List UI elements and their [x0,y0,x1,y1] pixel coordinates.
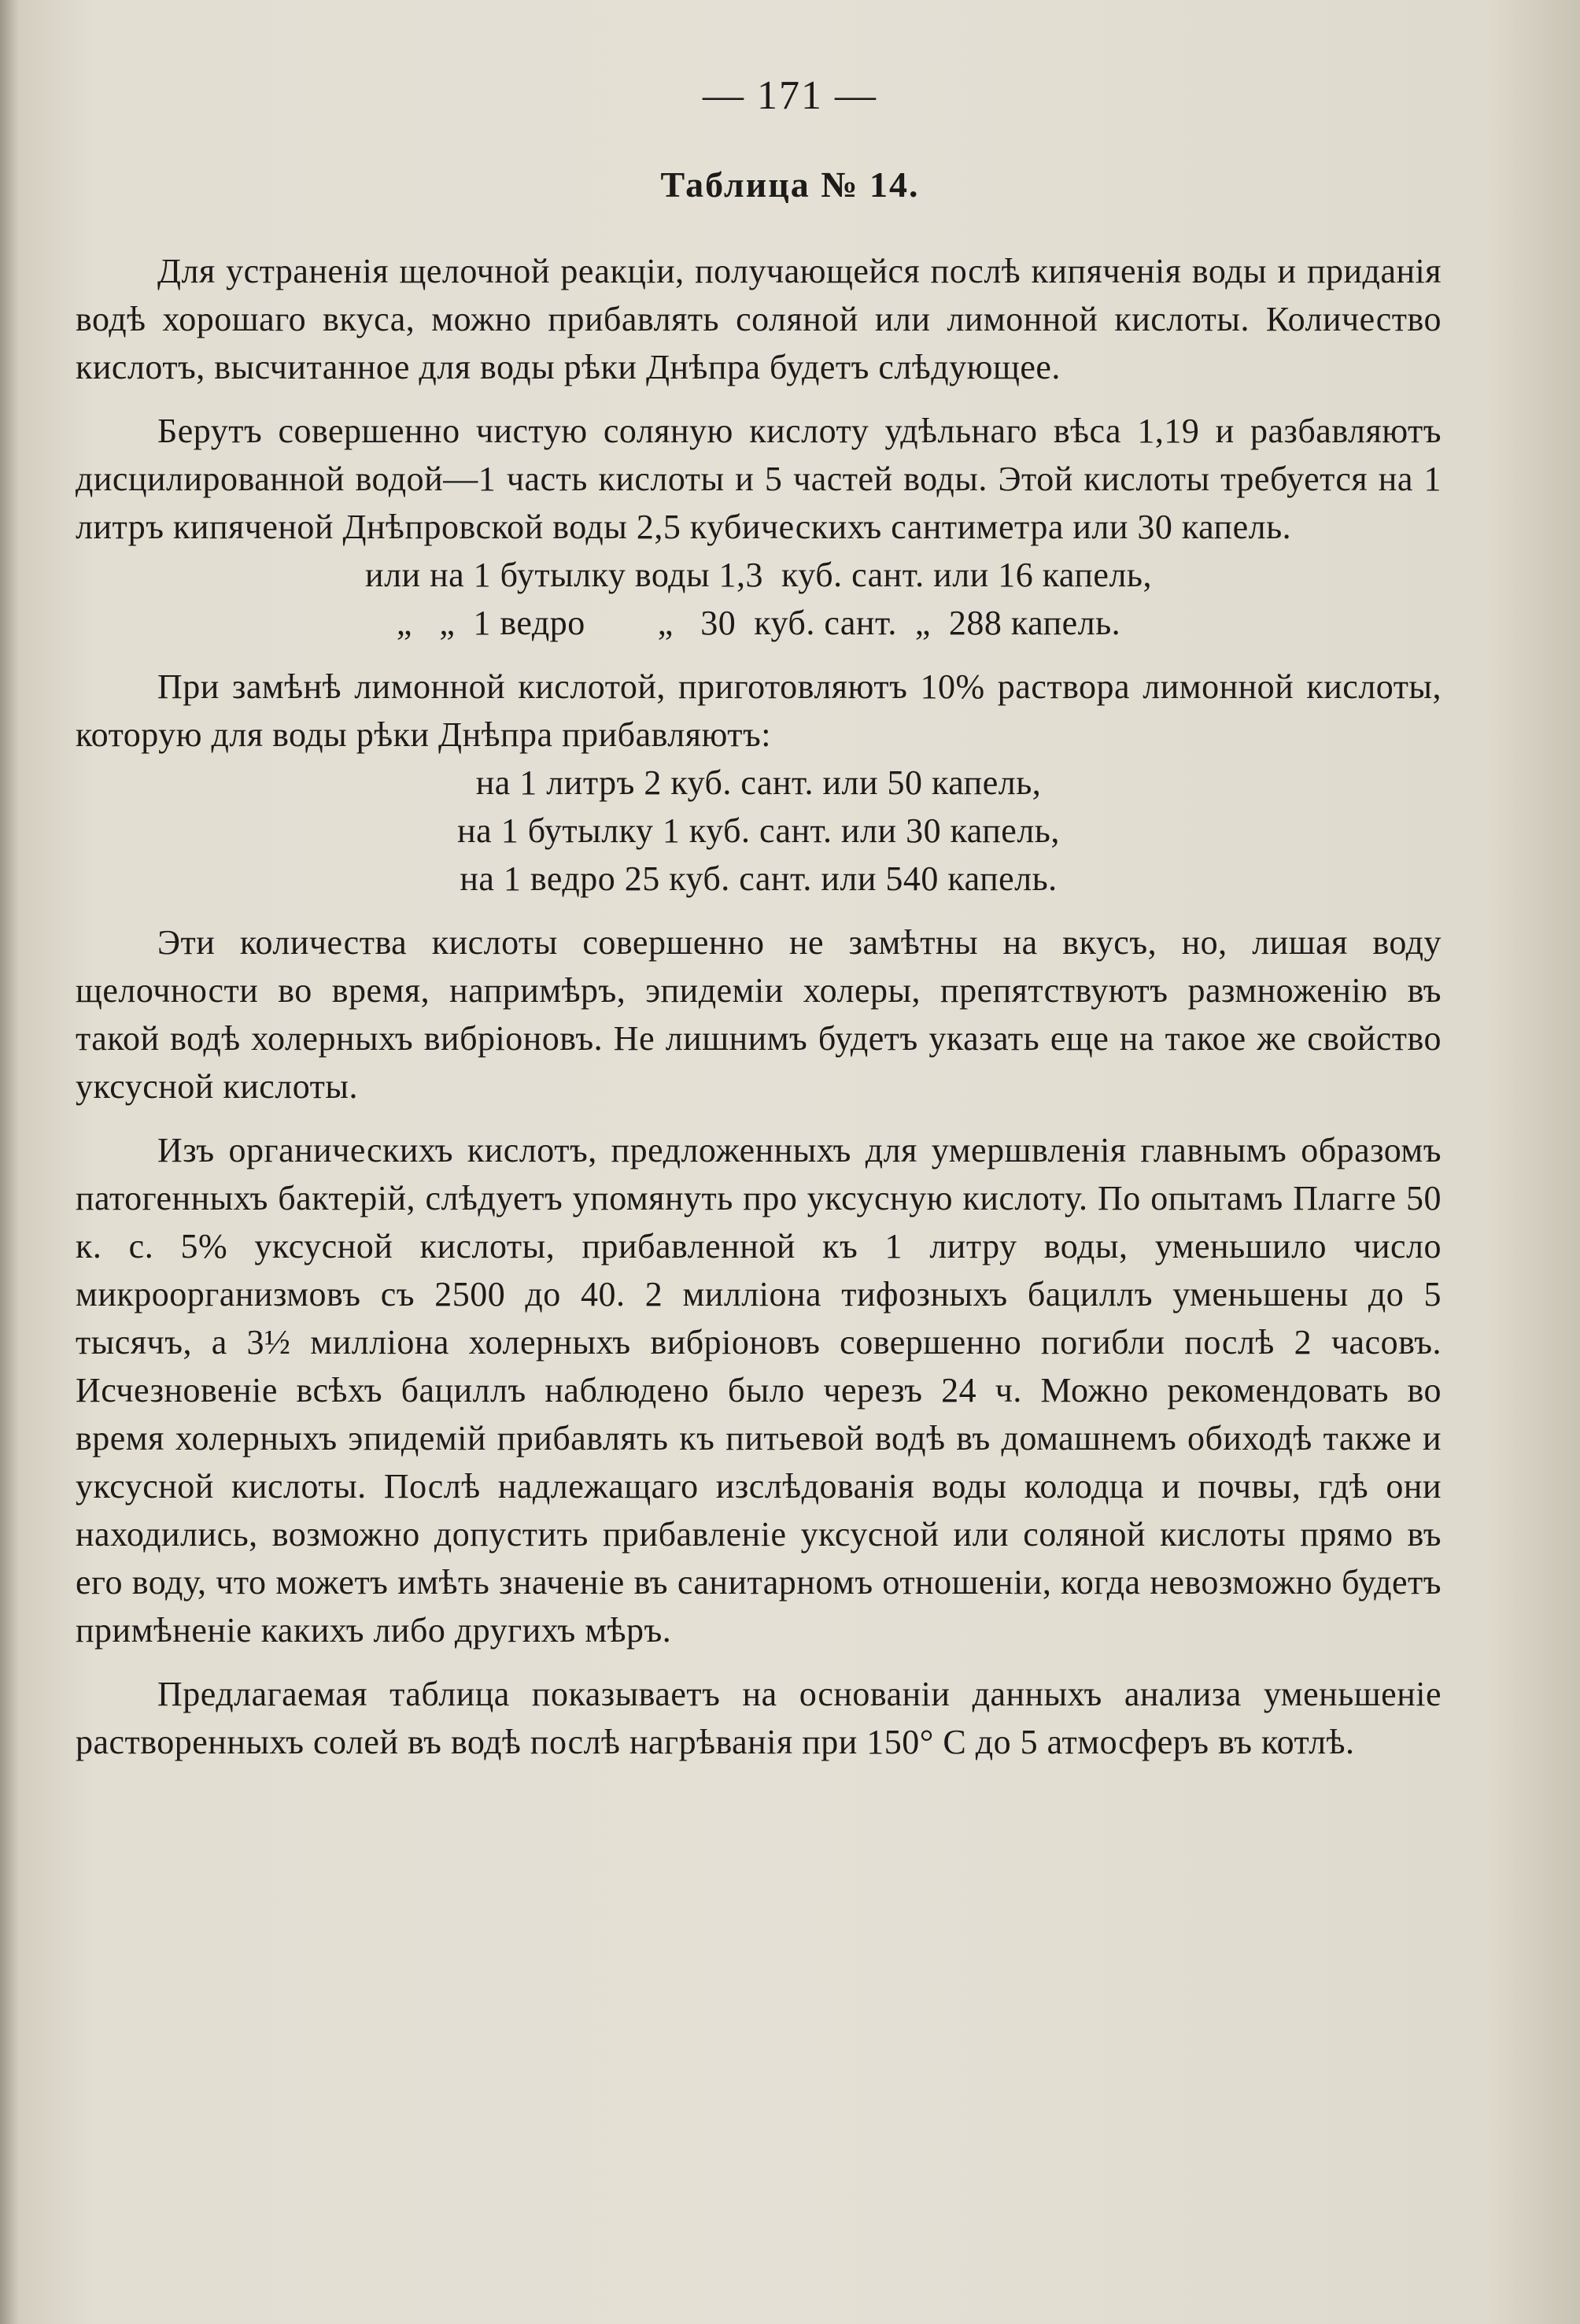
citric-dosage-block [76,759,1442,903]
table-title: Таблица № 14. [660,164,920,205]
body-text [76,247,1442,1782]
paragraph-alkaline-reaction: Для устраненія щелочной реакціи, получающейся послѣ кипяченія воды и приданія водѣ хорошаго вкуса, можно прибавлять соляной или лимонной кислоты. Количество кислотъ, высчитанное для воды рѣки Днѣпра будетъ слѣдующее. [76,252,1442,386]
page-edge-shadow [0,0,19,2324]
citric-dosage-line: на 1 ведро 25 куб. сант. или 540 капель. [460,859,1058,898]
page-number: — 171 — [703,73,877,118]
citric-dosage-line: на 1 литръ 2 куб. сант. или 50 капель, [475,763,1042,802]
hcl-dosage-line: „ „ 1 ведро „ 30 куб. сант. „ 288 капель. [396,604,1121,642]
hcl-dosage-line: или на 1 бутылку воды 1,3 куб. сант. или 16 капель, [365,556,1152,594]
paragraph-citric-acid: При замѣнѣ лимонной кислотой, приготовляютъ 10% раствора лимонной кислоты, которую для воды рѣки Днѣпра прибавляютъ: [76,667,1442,754]
paragraph-acetic-acid: Изъ органическихъ кислотъ, предложенныхъ для умершвленія главнымъ образомъ патогенныхъ бактерій, слѣдуетъ упомянуть про уксусную кислоту. По опытамъ Плагге 50 к. с. 5% уксусной кислоты, прибавленной къ 1 литру воды, уменьшило число микроорганизмовъ съ 2500 до 40. 2 милліона тифозныхъ бациллъ уменьшены до 5 тысячъ, а 3½ милліона холерныхъ вибріоновъ совершенно погибли послѣ 2 часовъ. Исчезновеніе всѣхъ бациллъ наблюдено было черезъ 24 ч. Можно рекомендовать во время холерныхъ эпидемій прибавлять къ питьевой водѣ въ домашнемъ обиходѣ также и уксусной кислоты. Послѣ надлежащаго изслѣдованія воды колодца и почвы, гдѣ они находились, возможно допустить прибавленіе уксусной или соляной кислоты прямо въ его воду, что можетъ имѣть значеніе въ санитарномъ отношеніи, когда невозможно будетъ примѣненіе какихъ либо другихъ мѣръ. [76,1131,1442,1650]
hcl-dosage-block [76,551,1442,647]
citric-dosage-line: на 1 бутылку 1 куб. сант. или 30 капель, [457,811,1060,850]
paragraph-hydrochloric-acid: Берутъ совершенно чистую соляную кислоту удѣльнаго вѣса 1,19 и разбавляютъ дисцилированной водой—1 часть кислоты и 5 частей воды. Этой кислоты требуется на 1 литръ кипяченой Днѣпровской воды 2,5 кубическихъ сантиметра или 30 капель. [76,412,1442,546]
paragraph-table-intro: Предлагаемая таблица показываетъ на основаніи данныхъ анализа уменьшеніе растворенныхъ солей въ водѣ послѣ нагрѣванія при 150° С до 5 атмосферъ въ котлѣ. [76,1675,1442,1761]
paragraph-taste-effect: Эти количества кислоты совершенно не замѣтны на вкусъ, но, лишая воду щелочности во время, напримѣръ, эпидеміи холеры, препятствуютъ размноженію въ такой водѣ холерныхъ вибріоновъ. Не лишнимъ будетъ указать еще на такое же свойство уксусной кислоты. [76,923,1442,1106]
